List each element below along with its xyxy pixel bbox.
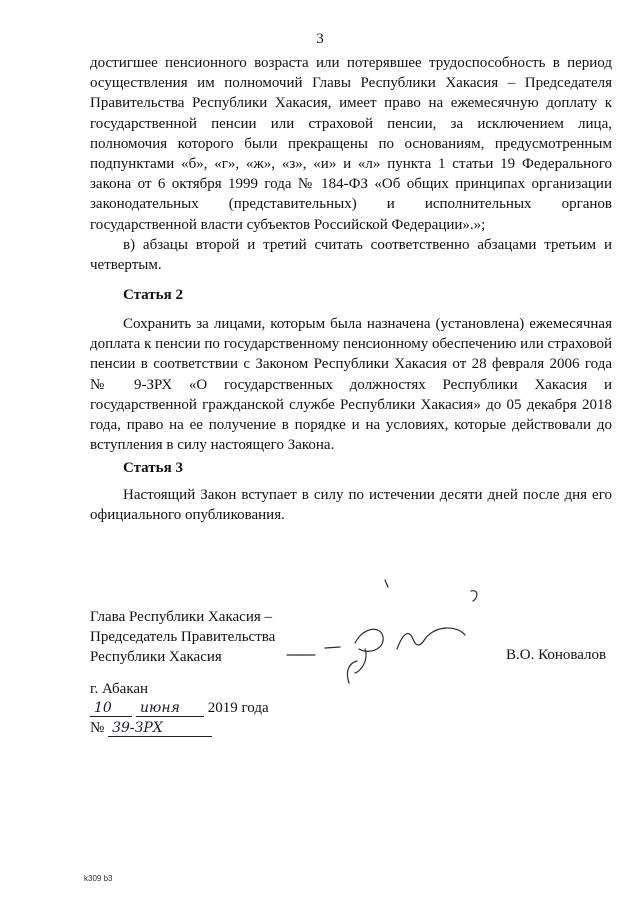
place-of-signing: г. Абакан [90, 681, 149, 697]
signatory-title-line-2: Председатель Правительства [90, 629, 276, 645]
signer-name: В.О. Коновалов [506, 647, 607, 663]
date-month: июня [136, 700, 204, 717]
continuation-paragraph: достигшее пенсионного возраста или потерявшее трудоспособность в период осуществления им полномочий Главы Республики Хакасия – Председателя Правительства Республики Хакасия, имеет право на ежемесячную доплату к государственной пенсии или страховой пенсии, за исключением лица, полномочия которого были прекращены по основаниям, предусмотренным подпунктами «б», «г», «ж», «з», «и» и «л» пункта 1 статьи 19 Федерального закона от 6 октября 1999 года № 184-ФЗ «Об общих принципах организации законодательных (представительных) и исполнительных органов государственной власти субъектов Российской Федерации».»; [90, 55, 612, 233]
signing-date [90, 700, 269, 717]
article-2-title: Статья 2 [123, 287, 183, 303]
continuation-text [90, 53, 612, 275]
amendment-paragraph: в) абзацы второй и третий считать соответственно абзацами третьим и четвертым. [90, 236, 612, 274]
page-number: 3 [316, 31, 324, 47]
law-number [90, 720, 212, 737]
article-3-body [90, 485, 612, 525]
handwritten-signature [285, 575, 485, 690]
law-number-value: 39-ЗРХ [108, 720, 212, 737]
signatory-title-line-3: Республики Хакасия [90, 649, 222, 665]
article-2-text: Сохранить за лицами, которым была назначена (установлена) ежемесячная доплата к пенсии по государственному пенсионному обеспечению или страховой пенсии в соответствии с Законом Республики Хакасия от 28 февраля 2006 года № 9-ЗРХ «О государственных должностях Республики Хакасия и государственной гражданской службе Республики Хакасия» до 05 декабря 2018 года, право на ее получение в порядке и на условиях, которые действовали до вступления в силу настоящего Закона. [90, 316, 612, 454]
date-day: 10 [90, 700, 132, 717]
date-year: 2019 года [207, 700, 269, 716]
law-number-prefix: № [90, 720, 105, 736]
footer-code: k309 b3 [84, 874, 113, 883]
article-3-text: Настоящий Закон вступает в силу по истечении десяти дней после дня его официального опубликования. [90, 487, 612, 524]
signatory-title-line-1: Глава Республики Хакасия – [90, 609, 273, 625]
article-3-title: Статья 3 [123, 460, 183, 476]
article-2-body [90, 314, 612, 455]
